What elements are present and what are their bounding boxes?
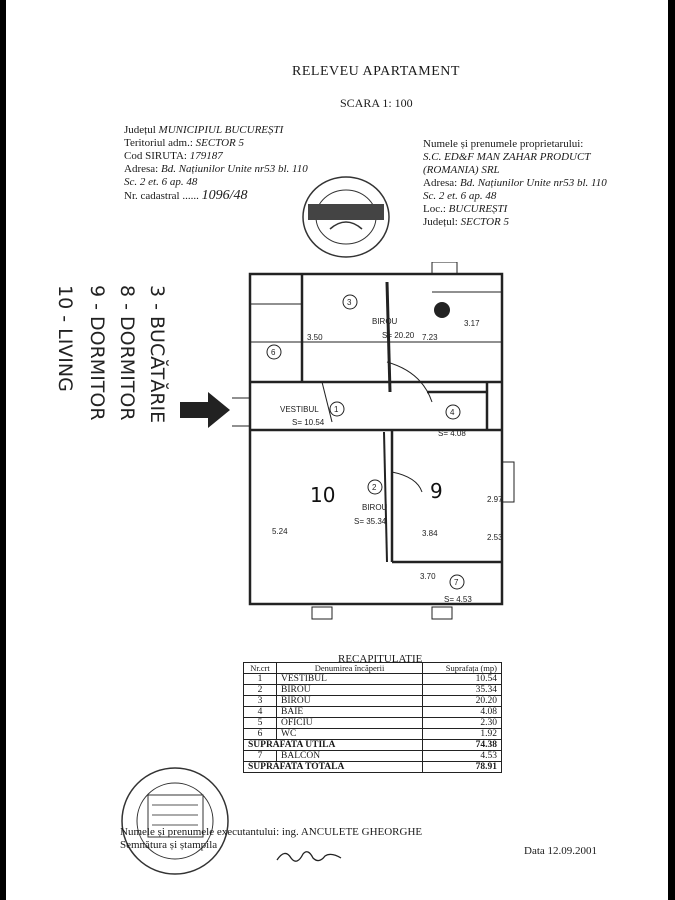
room-number-7: 7 (454, 578, 459, 587)
owner-county-label: Județul: (423, 216, 458, 228)
row-number: 1 (244, 674, 277, 685)
useful-area-row (244, 740, 502, 751)
room-label-birou-3: BIROU (372, 317, 398, 326)
dim-5-24: 5.24 (272, 527, 288, 536)
table-row (244, 729, 502, 740)
row-area: 10.54 (423, 674, 502, 685)
recap-table (243, 662, 502, 773)
dim-3-70: 3.70 (420, 572, 436, 581)
document-title: RELEVEU APARTAMENT (292, 64, 460, 79)
executant-label: Numele și prenumele executantului: (120, 826, 280, 838)
row-number: 2 (244, 685, 277, 696)
row-area: 20.20 (423, 696, 502, 707)
row-area: 2.30 (423, 718, 502, 729)
dim-2-97: 2.97 (487, 495, 503, 504)
siruta-value: 179187 (189, 150, 223, 162)
table-row (244, 674, 502, 685)
cadastre-stamp-bottom (118, 765, 233, 877)
room-area-3: S= 20.20 (382, 331, 415, 340)
room-area-1: S= 10.54 (292, 418, 325, 427)
scan-border-right (668, 0, 675, 900)
header-nr: Nr.crt (244, 663, 277, 674)
table-row (244, 707, 502, 718)
dim-3-84: 3.84 (422, 529, 438, 538)
date-field (524, 845, 597, 857)
owner-line1: S.C. ED&F MAN ZAHAR PRODUCT (423, 151, 591, 163)
row-name: BIROU (277, 685, 423, 696)
table-row (244, 696, 502, 707)
row-number: 6 (244, 729, 277, 740)
row-area: 1.92 (423, 729, 502, 740)
scan-border-left (0, 0, 6, 900)
room-number-3: 3 (347, 298, 352, 307)
useful-area-label: SUPRAFATA UTILA (244, 740, 423, 751)
owner-county-value: SECTOR 5 (460, 216, 509, 228)
useful-area-value: 74.38 (423, 740, 502, 751)
total-area-row (244, 762, 502, 773)
dim-2-53: 2.53 (487, 533, 503, 542)
table-row (244, 718, 502, 729)
note-bedroom-9: 9 - DORMITOR (86, 285, 108, 421)
header-room-name: Denumirea încăperii (277, 663, 423, 674)
owner-address2-value: Sc. 2 et. 6 ap. 48 (423, 190, 497, 202)
scale-label: SCARA 1: 100 (340, 96, 413, 110)
executant-name: ing. ANCULETE GHEORGHE (281, 826, 423, 838)
date-value: 12.09.2001 (547, 845, 598, 857)
recap-header-row (244, 663, 502, 674)
room-label-birou-2: BIROU (362, 503, 388, 512)
signature-label: Semnătura și ștampila (120, 839, 218, 851)
note-bedroom-8: 8 - DORMITOR (116, 285, 138, 421)
notary-stamp-top (300, 174, 392, 260)
row-number: 4 (244, 707, 277, 718)
county-value: MUNICIPIUL BUCUREȘTI (158, 124, 284, 136)
room-number-2: 2 (372, 483, 377, 492)
total-area-label: SUPRAFATA TOTALA (244, 762, 423, 773)
owner-line2: (ROMANIA) SRL (423, 164, 500, 176)
territory-label: Teritoriul adm.: (124, 137, 193, 149)
row-name: BAIE (277, 707, 423, 718)
owner-address-value: Bd. Națiunilor Unite nr53 bl. 110 (459, 177, 607, 189)
cadastral-value: 1096/48 (201, 188, 248, 203)
room-label-vestibul: VESTIBUL (280, 405, 319, 414)
total-area-value: 78.91 (423, 762, 502, 773)
room-number-4: 4 (450, 408, 455, 417)
dim-7-23: 7.23 (422, 333, 438, 342)
siruta-label: Cod SIRUTA: (124, 150, 187, 162)
row-name: BIROU (277, 696, 423, 707)
handwritten-room-10: 10 (310, 483, 336, 507)
address-value: Bd. Națiunilor Unite nr53 bl. 110 (160, 163, 308, 175)
row-number: 3 (244, 696, 277, 707)
balcony-row (244, 751, 502, 762)
territory-value: SECTOR 5 (195, 137, 245, 149)
owner-info (423, 138, 607, 229)
row-area: 4.08 (423, 707, 502, 718)
handwritten-room-notes (18, 285, 178, 495)
county-label: Județul (124, 124, 156, 136)
row-number: 5 (244, 718, 277, 729)
table-row (244, 685, 502, 696)
dim-3-17: 3.17 (464, 319, 480, 328)
room-number-6: 6 (271, 348, 276, 357)
handwritten-room-9: 9 (430, 479, 443, 503)
loc-label: Loc.: (423, 203, 446, 215)
room-area-2: S= 35.34 (354, 517, 387, 526)
handwritten-signature (275, 845, 345, 867)
dim-3-50: 3.50 (307, 333, 323, 342)
row-name: OFICIU (277, 718, 423, 729)
owner-address-label: Adresa: (423, 177, 458, 189)
recap-title: RECAPITULATIE (338, 653, 423, 665)
date-label: Data (524, 845, 545, 857)
address2-value: Sc. 2 et. 6 ap. 48 (124, 176, 198, 188)
floor-plan (232, 262, 522, 640)
address-label: Adresa: (124, 163, 159, 175)
property-info (124, 124, 308, 203)
header-area: Suprafața (mp) (423, 663, 502, 674)
room-area-4: S= 4.08 (438, 429, 466, 438)
cadastral-label: Nr. cadastral ...... (124, 190, 199, 202)
row-name: WC (277, 729, 423, 740)
balcony-value: 4.53 (423, 751, 502, 762)
balcony-label: BALCON (277, 751, 423, 762)
executant-info (120, 826, 422, 852)
room-number-1: 1 (334, 405, 339, 414)
loc-value: BUCUREȘTI (448, 203, 508, 215)
row-name: VESTIBUL (277, 674, 423, 685)
entrance-arrow-icon (180, 392, 232, 428)
balcony-number: 7 (244, 751, 277, 762)
row-area: 35.34 (423, 685, 502, 696)
owner-label: Numele și prenumele proprietarului: (423, 138, 584, 150)
note-kitchen: 3 - BUCĂTĂRIE (146, 285, 168, 424)
room-area-7: S= 4.53 (444, 595, 472, 604)
note-living: 10 - LIVING (54, 285, 76, 392)
